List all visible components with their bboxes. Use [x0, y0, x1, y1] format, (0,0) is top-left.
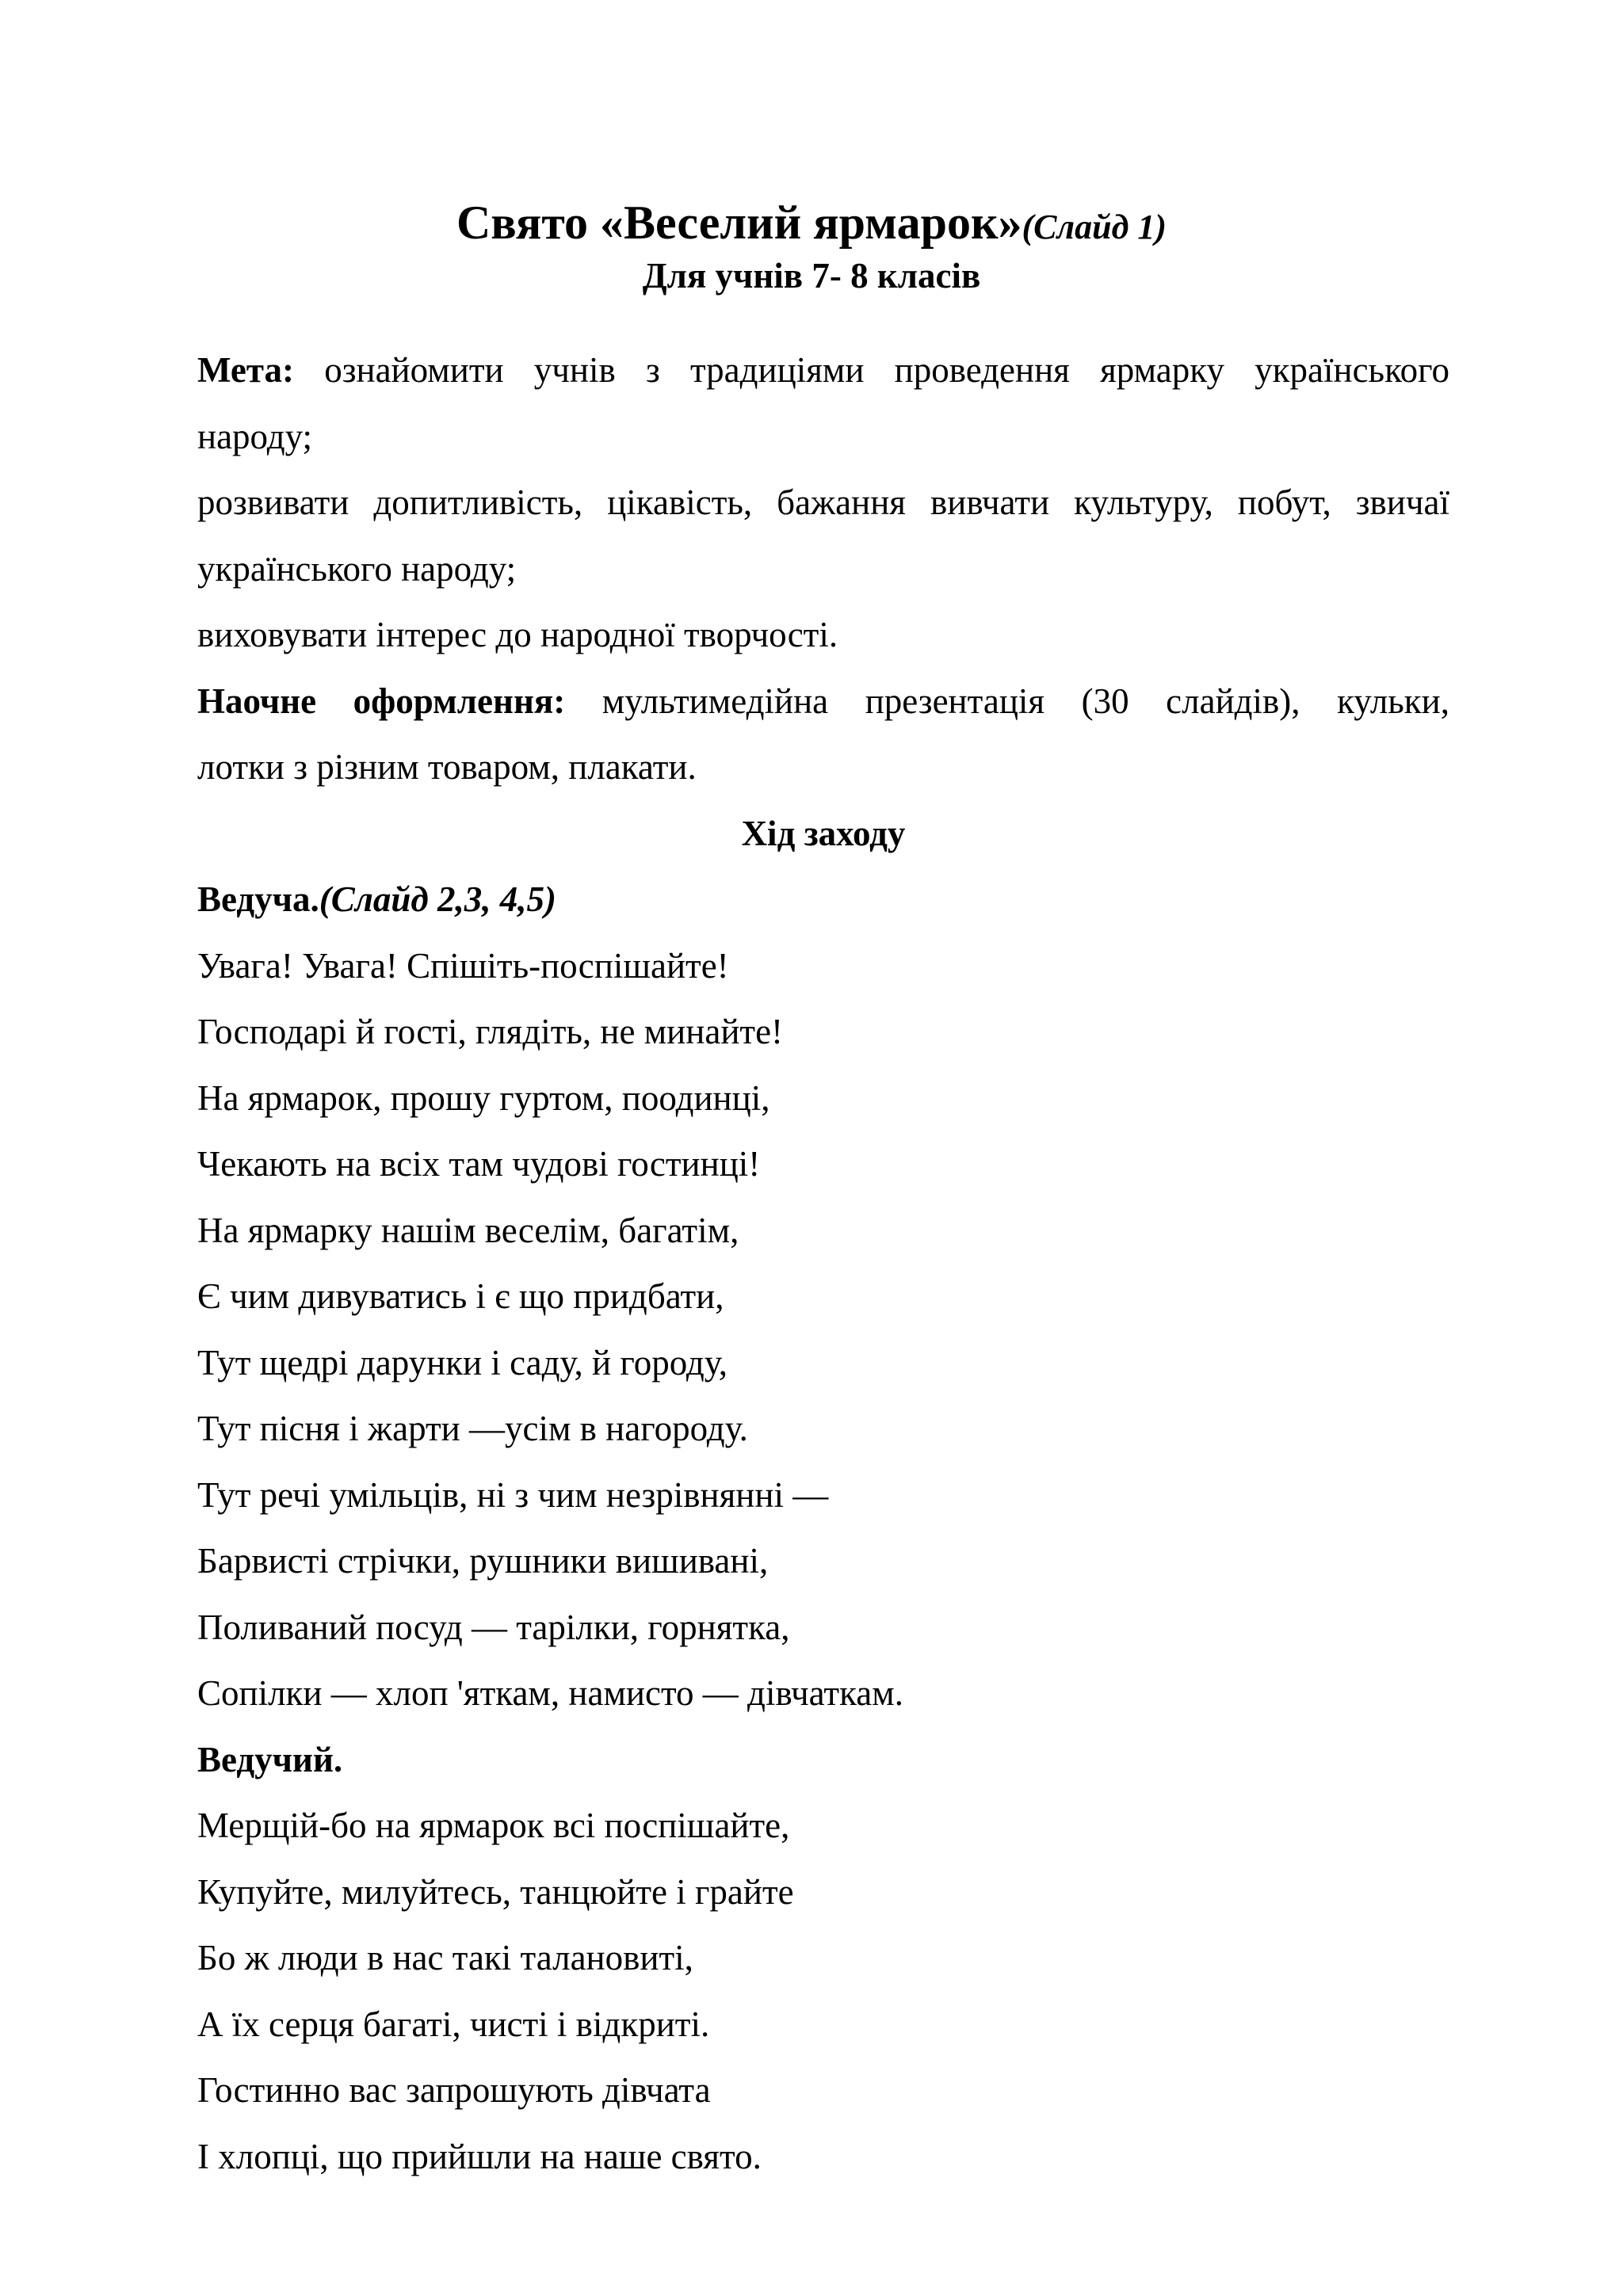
- verse-1-line: Сопілки — хлоп 'яткам, намисто — дівчаткам.: [197, 1673, 903, 1713]
- verse-2-line: Мерщій-бо на ярмарок всі поспішайте,: [197, 1806, 790, 1845]
- title-text: Свято «Веселий ярмарок»: [456, 196, 1022, 249]
- goal-line-5: виховувати інтерес до народної творчості.: [197, 615, 838, 654]
- visual-line-1: [197, 669, 1449, 735]
- visual-label: Наочне оформлення:: [197, 681, 566, 721]
- section-heading: [197, 801, 1449, 868]
- verse-1-line: На ярмарку нашім веселім, багатім,: [197, 1210, 739, 1250]
- verse-1-line: Чекають на всіх там чудові гостинці!: [197, 1144, 761, 1184]
- visual-line-2: лотки з різним товаром, плакати.: [197, 747, 697, 787]
- verse-2-line: Купуйте, милуйтесь, танцюйте і грайте: [197, 1871, 794, 1912]
- verse-2-line: Бо ж люди в нас такі талановиті,: [197, 1938, 693, 1978]
- goal-text-1: ознайомити учнів з традиціями проведення ярмарку українського: [324, 350, 1449, 390]
- verse-1-line: Тут речі умільців, ні з чим незрівнянні —: [197, 1474, 829, 1515]
- verse-1-line: На ярмарок, прошу гуртом, поодинці,: [197, 1077, 770, 1118]
- visual-text-1: мультимедійна презентація (30 слайдів), кульки,: [601, 681, 1449, 721]
- goal-line-1: [197, 338, 1449, 404]
- speaker-2-label: Ведучий.: [197, 1739, 343, 1779]
- verse-2-line: А їх серця багаті, чисті і відкриті.: [197, 2004, 710, 2044]
- speaker-1-slides: (Слайд 2,3, 4,5): [319, 879, 556, 919]
- section-heading-text: Хід заходу: [741, 813, 906, 853]
- document-subtitle: Для учнів 7- 8 класів: [642, 256, 981, 296]
- speaker-1-line: [197, 867, 1449, 933]
- verse-1-line: Тут пісня і жарти —усім в нагороду.: [197, 1409, 748, 1448]
- document-title: [0, 195, 1623, 255]
- speaker-2-line: [197, 1727, 1449, 1794]
- goal-line-3: розвивати допитливість, цікавість, бажання вивчати культуру, побут, звичаї: [197, 482, 1449, 522]
- title-slide-note: (Слайд 1): [1022, 208, 1167, 246]
- verse-1-line: Барвисті стрічки, рушники вишивані,: [197, 1541, 769, 1581]
- speaker-1-label: Ведуча.: [197, 879, 319, 919]
- verse-1-line: Господарі й гості, глядіть, не минайте!: [197, 1012, 784, 1051]
- goal-line-4: українського народу;: [197, 548, 517, 589]
- verse-2-line: Гостинно вас запрошують дівчата: [197, 2070, 711, 2110]
- verse-1-line: Увага! Увага! Спішіть-поспішайте!: [197, 945, 729, 986]
- document-body: [197, 338, 1449, 2190]
- goal-label: Мета:: [197, 350, 294, 390]
- verse-2-line: І хлопці, що прийшли на наше свято.: [197, 2136, 762, 2176]
- verse-1-line: Є чим дивуватись і є що придбати,: [197, 1276, 724, 1316]
- goal-line-2: народу;: [197, 416, 313, 456]
- verse-1-line: Поливаний посуд — тарілки, горнятка,: [197, 1607, 790, 1647]
- verse-1-line: Тут щедрі дарунки і саду, й городу,: [197, 1342, 728, 1383]
